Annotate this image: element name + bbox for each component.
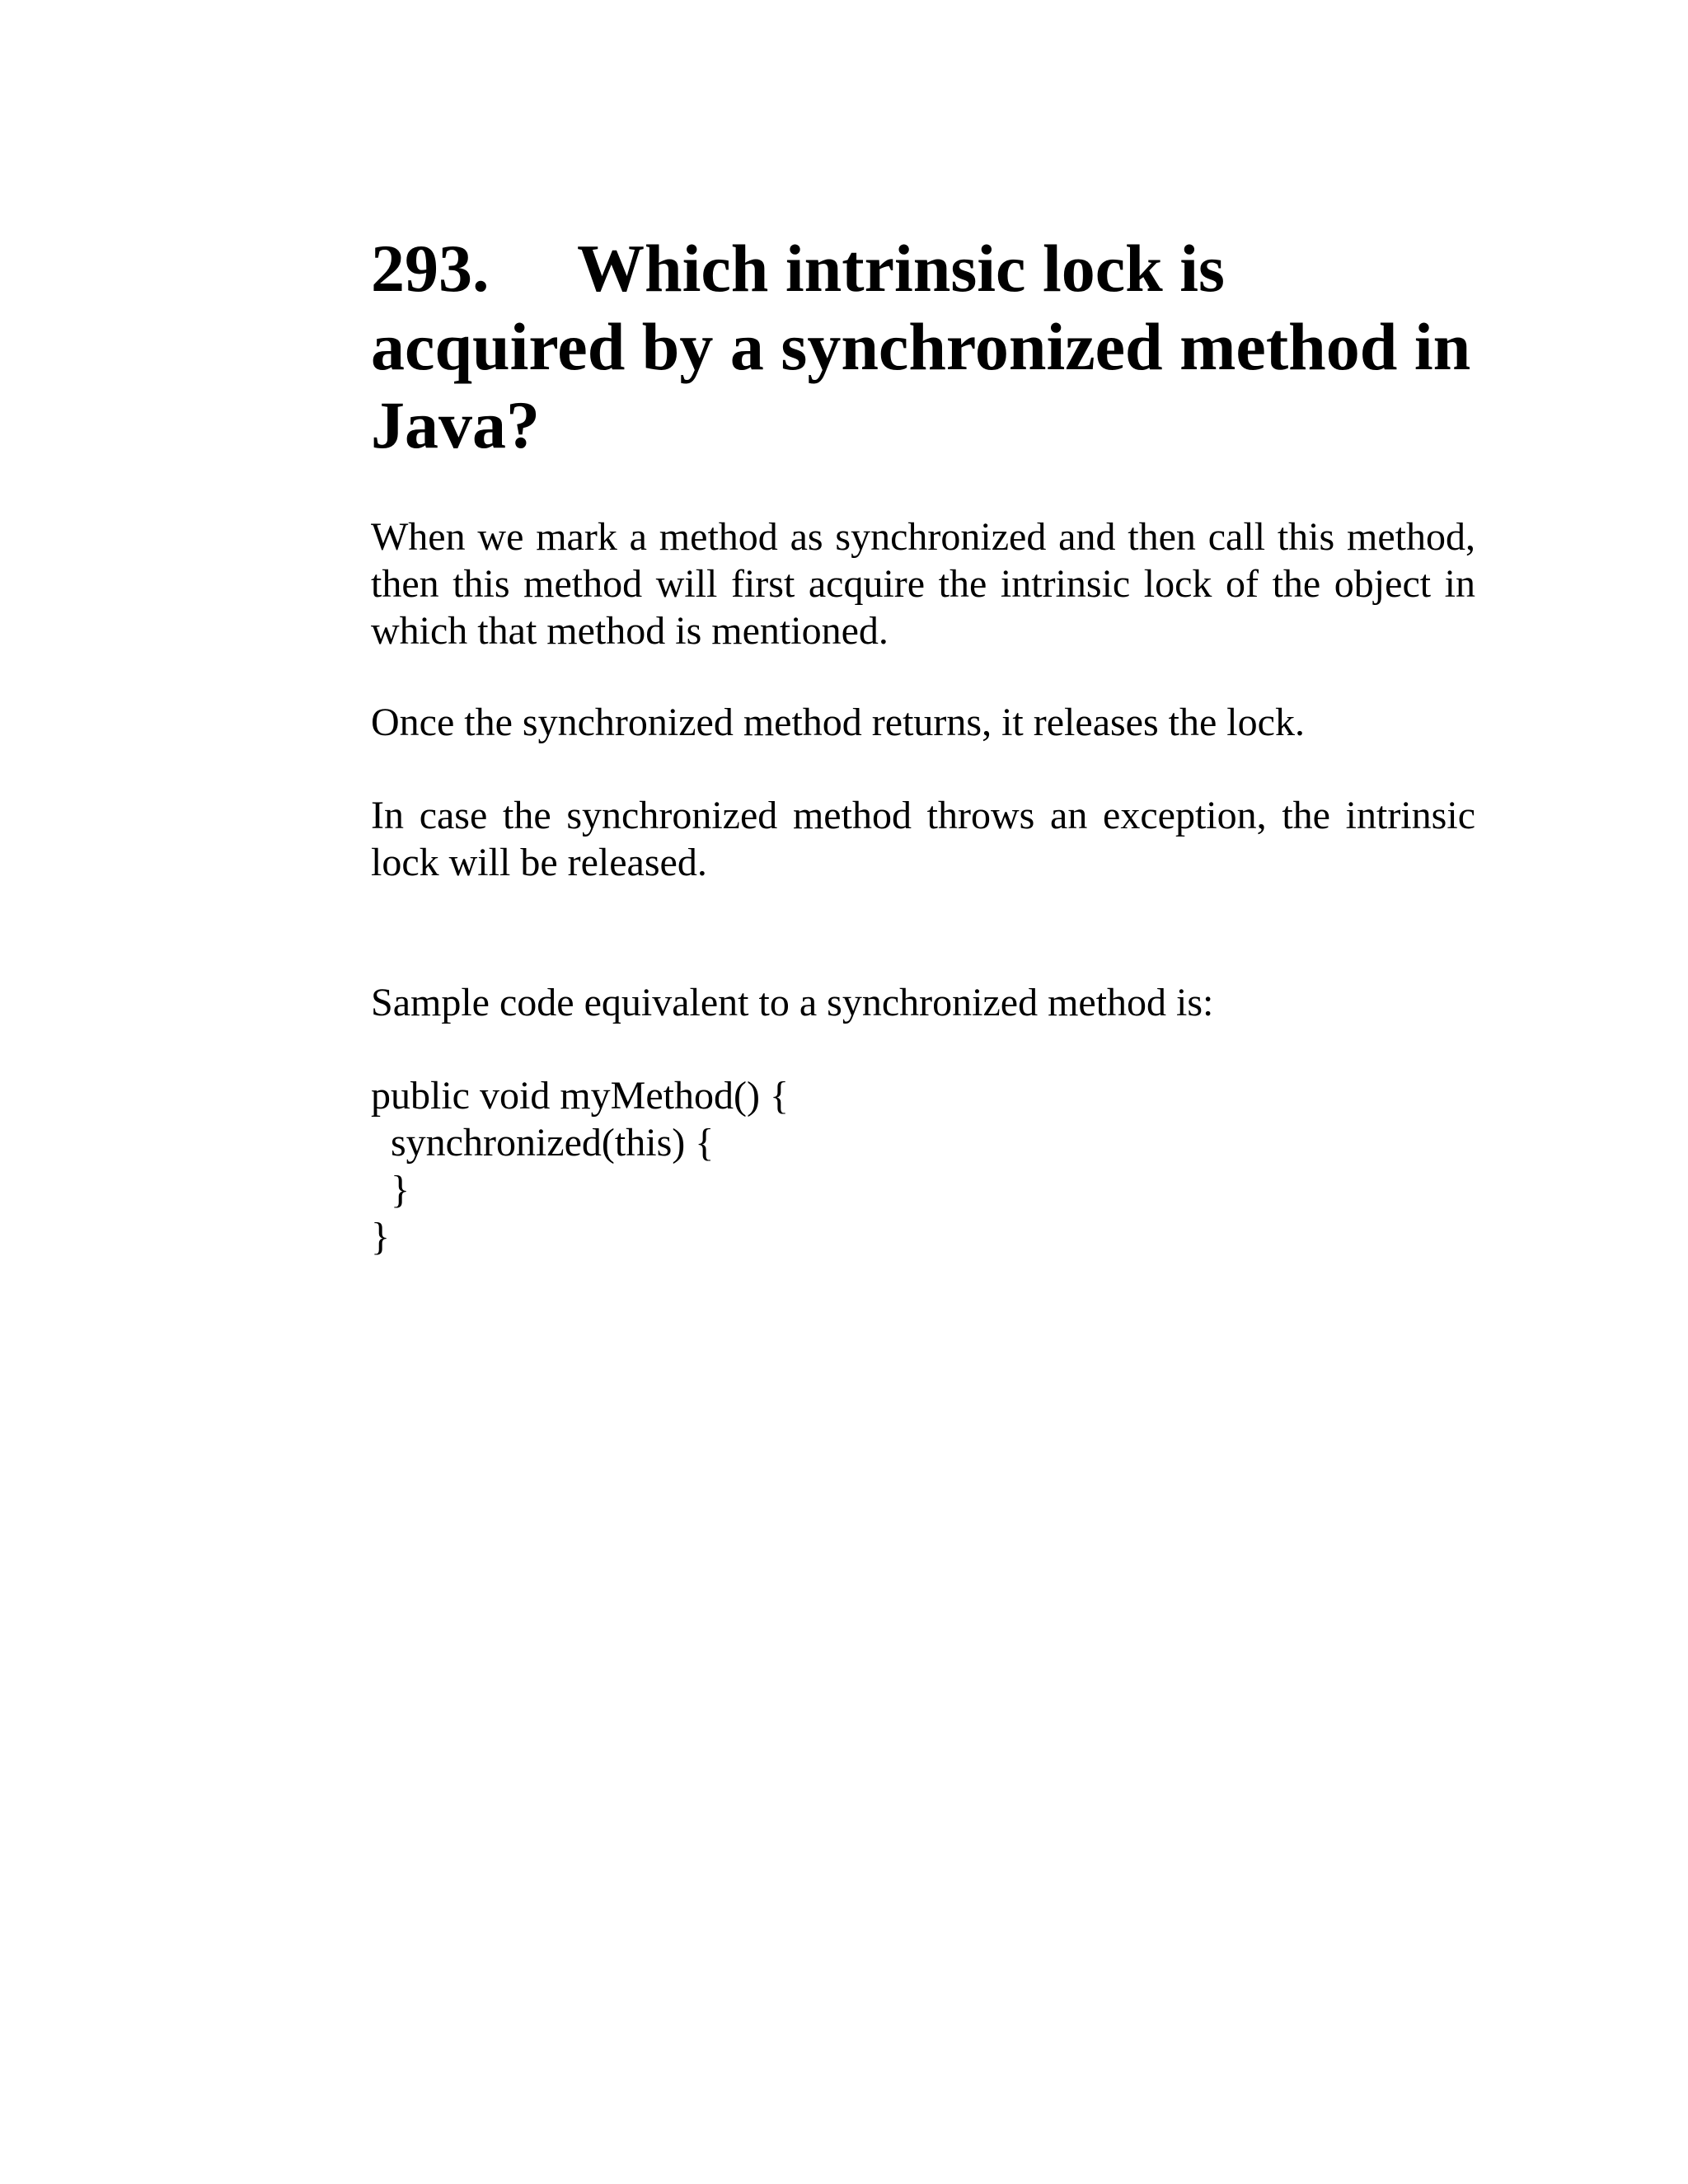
paragraph-release: Once the synchronized method returns, it releases the lock.	[371, 701, 1305, 744]
code-line: }	[371, 1215, 391, 1258]
code-line: }	[371, 1168, 410, 1212]
code-sample	[371, 1072, 1475, 1260]
paragraph-exception: In case the synchronized method throws an exception, the intrinsic lock will be released.	[371, 794, 1475, 884]
question-number: 293.	[371, 231, 490, 306]
paragraph-intro: When we mark a method as synchronized and then call this method, then this method will first acquire the intrinsic lock of the object in which that method is mentioned.	[371, 515, 1475, 653]
page-content	[371, 229, 1475, 1260]
question-heading	[371, 229, 1475, 464]
question-title: Which intrinsic lock is acquired by a synchronized method in Java?	[371, 231, 1471, 462]
code-line: public void myMethod() {	[371, 1074, 789, 1118]
code-line: synchronized(this) {	[371, 1121, 715, 1165]
paragraph-sample-intro: Sample code equivalent to a synchronized method is:	[371, 981, 1214, 1024]
